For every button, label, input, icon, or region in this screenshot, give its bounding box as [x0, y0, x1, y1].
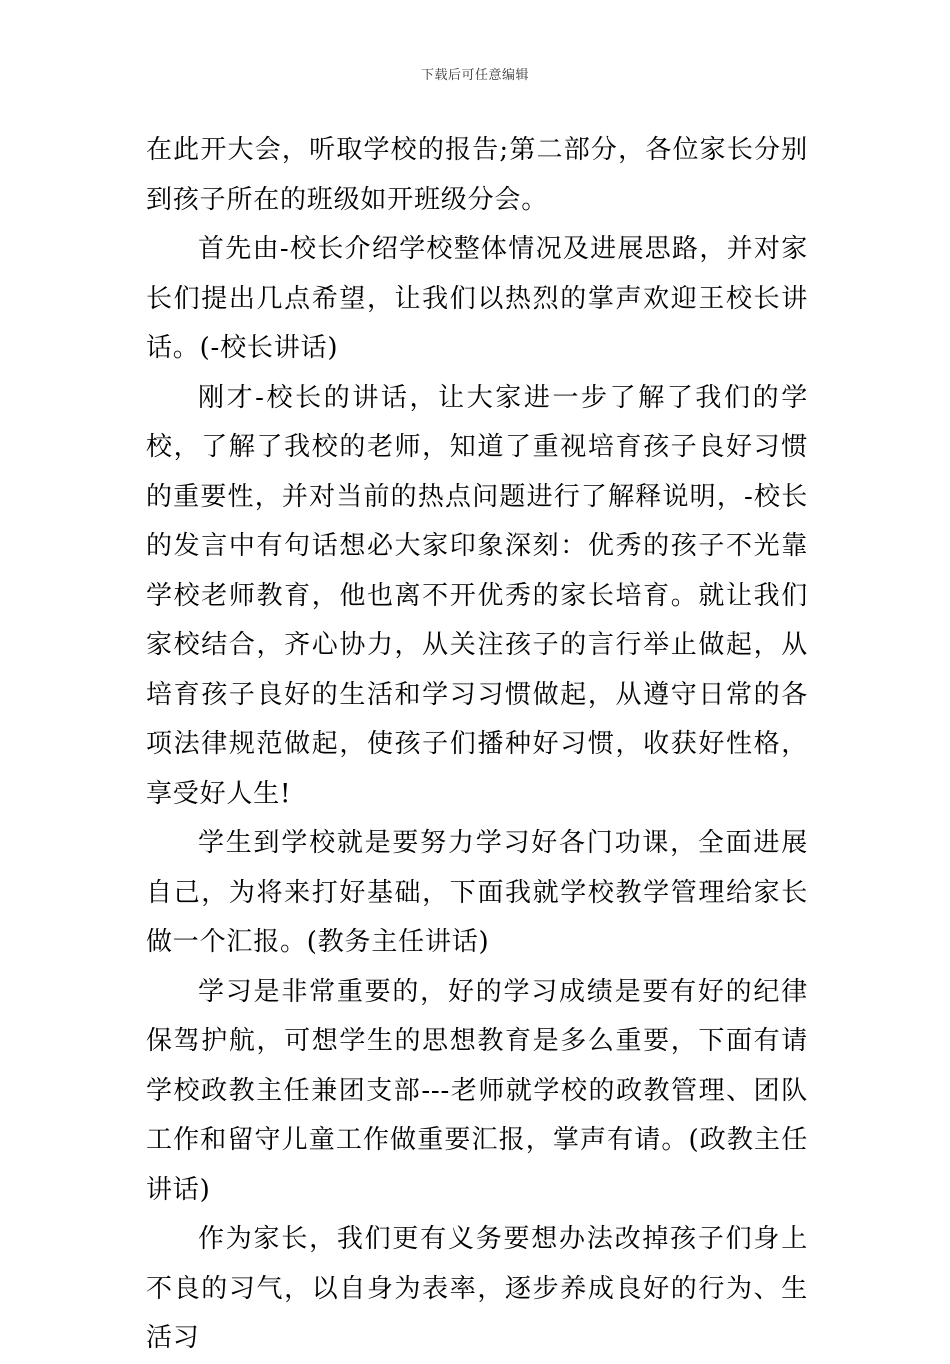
paragraph-3: 刚才-校长的讲话，让大家进一步了解了我们的学校，了解了我校的老师，知道了重视培育孩子良好习惯的重要性，并对当前的热点问题进行了解释说明，-校长的发言中有句话想必大家印象深刻：优秀的孩子不光靠学校老师教育，他也离不开优秀的家长培育。就让我们家校结合，齐心协力，从关注孩子的言行举止做起，从培育孩子良好的生活和学习习惯做起，从遵守日常的各项法律规范做起，使孩子们播种好习惯，收获好性格，享受好人生!: [146, 382, 808, 809]
paragraph-4: 学生到学校就是要努力学习好各门功课，全面进展自己，为将来打好基础，下面我就学校教学管理给家长做一个汇报。(教务主任讲话): [146, 828, 808, 957]
paragraph-1: 在此开大会，听取学校的报告;第二部分，各位家长分别到孩子所在的班级如开班级分会。: [146, 135, 808, 215]
paragraph-6: 作为家长，我们更有义务要想办法改掉孩子们身上不良的习气，以自身为表率，逐步养成良好的行为、生活习: [146, 1224, 808, 1353]
paragraph-5: 学习是非常重要的，好的学习成绩是要有好的纪律保驾护航，可想学生的思想教育是多么重要，下面有请学校政教主任兼团支部---老师就学校的政教管理、团队工作和留守儿童工作做重要汇报，掌声有请。(政教主任讲话): [146, 976, 808, 1205]
document-body: [146, 126, 808, 1364]
page-header-note: 下载后可任意编辑: [420, 68, 529, 83]
paragraph-2: 首先由-校长介绍学校整体情况及进展思路，并对家长们提出几点希望，让我们以热烈的掌声欢迎王校长讲话。(-校长讲话): [146, 234, 808, 363]
